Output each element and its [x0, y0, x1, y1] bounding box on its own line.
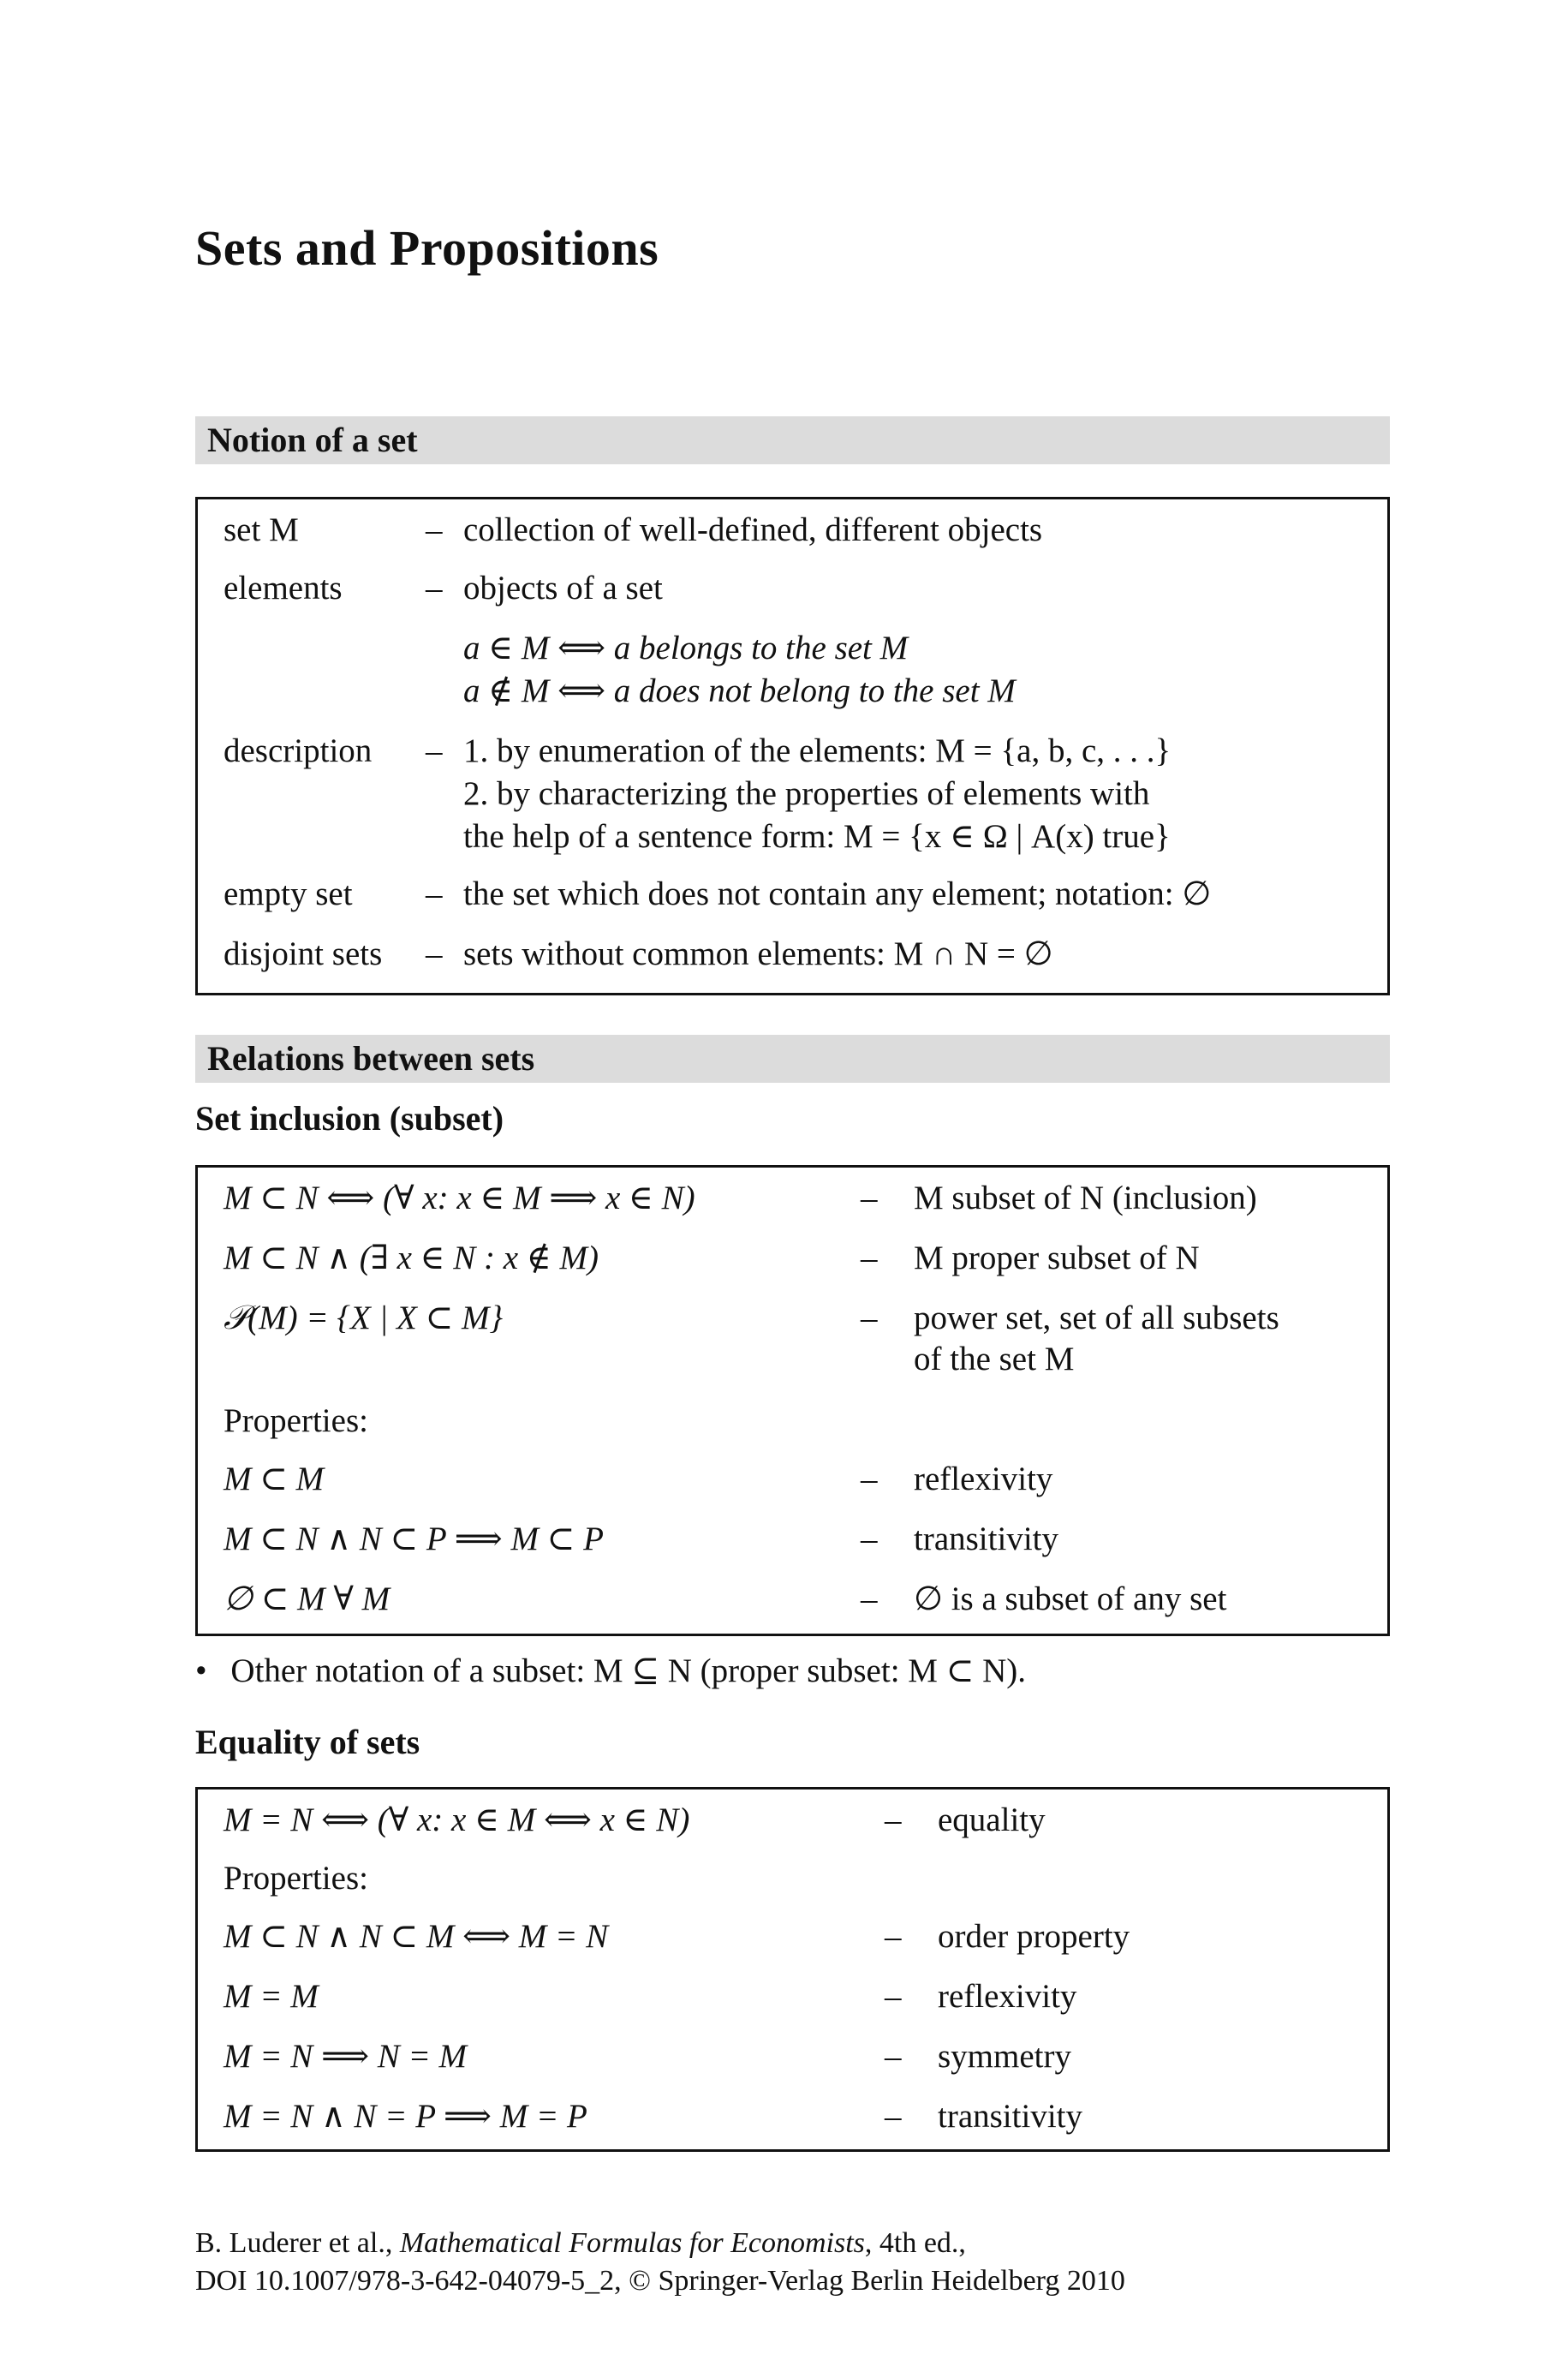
definition: 2. by characterizing the properties of elements with: [463, 775, 1150, 812]
definition: 1. by enumeration of the elements: M = {a, b, c, . . .}: [463, 732, 1172, 769]
description: reflexivity: [938, 1978, 1077, 2015]
subheading-set-inclusion: Set inclusion (subset): [195, 1099, 504, 1138]
description: order property: [938, 1918, 1130, 1955]
formula: M ⊂ N ∧ N ⊂ M ⟺ M = N: [224, 1918, 609, 1955]
page-title: Sets and Propositions: [195, 220, 659, 276]
formula: M ⊂ M: [224, 1461, 325, 1497]
description: equality: [938, 1801, 1046, 1838]
definition: collection of well-defined, different objects: [463, 511, 1043, 548]
note-text: Other notation of a subset: M ⊆ N (proper subset: M ⊂ N).: [230, 1652, 1027, 1689]
description: M proper subset of N: [914, 1240, 1200, 1276]
definition: sets without common elements: M ∩ N = ∅: [463, 935, 1053, 972]
description: reflexivity: [914, 1461, 1053, 1497]
formula: M = N ⟹ N = M: [224, 2038, 468, 2075]
formula: M ⊂ N ⟺ (∀ x: x ∈ M ⟹ x ∈ N): [224, 1180, 695, 1216]
dash: –: [426, 935, 443, 972]
dash: –: [426, 570, 443, 606]
dash: –: [861, 1300, 878, 1336]
label: Properties:: [224, 1402, 368, 1439]
dash: –: [885, 2038, 902, 2075]
term: elements: [224, 570, 343, 606]
formula: a ∉ M ⟺ a does not belong to the set M: [463, 672, 1016, 709]
formula: M = N ⟺ (∀ x: x ∈ M ⟺ x ∈ N): [224, 1801, 690, 1838]
set-inclusion-box: [195, 1165, 1390, 1636]
bullet-icon: •: [195, 1652, 207, 1689]
formula: ∅ ⊂ M ∀ M: [224, 1580, 391, 1617]
dash: –: [426, 511, 443, 548]
description: transitivity: [914, 1521, 1058, 1557]
formula: M = M: [224, 1978, 319, 2015]
term: description: [224, 732, 373, 769]
equality-of-sets-box: [195, 1787, 1390, 2152]
citation-authors: B. Luderer et al.,: [195, 2227, 400, 2259]
subheading-equality-of-sets: Equality of sets: [195, 1723, 420, 1761]
dash: –: [426, 732, 443, 769]
dash: –: [885, 2098, 902, 2135]
label: Properties:: [224, 1860, 368, 1897]
definition: the help of a sentence form: M = {x ∈ Ω | A(x) true}: [463, 818, 1171, 855]
description: transitivity: [938, 2098, 1082, 2135]
description: ∅ is a subset of any set: [914, 1580, 1227, 1617]
formula: M = N ∧ N = P ⟹ M = P: [224, 2098, 587, 2135]
formula: M ⊂ N ∧ (∃ x ∈ N : x ∉ M): [224, 1240, 599, 1276]
section-heading-notion-of-a-set: Notion of a set: [195, 416, 1390, 464]
dash: –: [885, 1801, 902, 1838]
formula: M ⊂ N ∧ N ⊂ P ⟹ M ⊂ P: [224, 1521, 604, 1557]
dash: –: [861, 1521, 878, 1557]
citation-edition: , 4th ed.,: [864, 2227, 966, 2259]
dash: –: [861, 1461, 878, 1497]
subset-notation-note: [195, 1652, 1026, 1690]
definition: the set which does not contain any element; notation: ∅: [463, 875, 1212, 912]
term: set M: [224, 511, 299, 548]
description: M subset of N (inclusion): [914, 1180, 1257, 1216]
term: disjoint sets: [224, 935, 383, 972]
formula: a ∈ M ⟺ a belongs to the set M: [463, 630, 909, 666]
citation-line-1: [195, 2227, 966, 2260]
dash: –: [885, 1918, 902, 1955]
dash: –: [885, 1978, 902, 2015]
section-heading-relations-between-sets: Relations between sets: [195, 1035, 1390, 1083]
term: empty set: [224, 875, 353, 912]
description: of the set M: [914, 1341, 1075, 1377]
citation-book-title: Mathematical Formulas for Economists: [399, 2227, 865, 2259]
dash: –: [861, 1580, 878, 1617]
citation-line-2: DOI 10.1007/978-3-642-04079-5_2, © Springer-Verlag Berlin Heidelberg 2010: [195, 2265, 1125, 2297]
dash: –: [861, 1180, 878, 1216]
definition: objects of a set: [463, 570, 663, 606]
notion-of-a-set-box: [195, 497, 1390, 995]
dash: –: [426, 875, 443, 912]
description: symmetry: [938, 2038, 1071, 2075]
dash: –: [861, 1240, 878, 1276]
formula: 𝒫(M) = {X | X ⊂ M}: [224, 1300, 504, 1336]
description: power set, set of all subsets: [914, 1300, 1279, 1336]
